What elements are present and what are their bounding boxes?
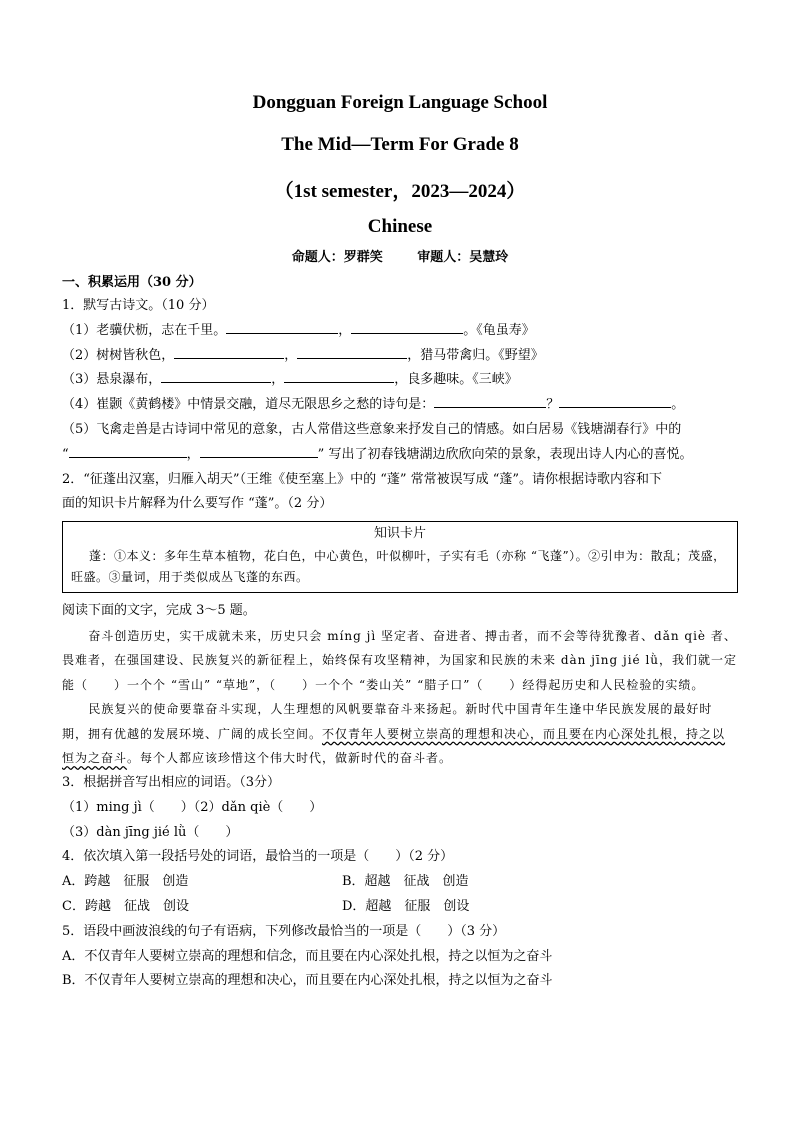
separator: ， [271,372,285,388]
answer-blank[interactable] [226,319,338,334]
q1-item-4 [62,393,738,418]
wavy-underlined-sentence: 不仅青年人要树立崇高的理想和决心，而且要在内心深处扎根，持之以恒为之奋斗 [62,726,726,766]
answer-blank[interactable] [559,393,671,408]
answer-blank[interactable] [351,319,463,334]
q1-item-2-text: （2）树树皆秋色， [62,347,175,363]
paragraph-2-tail: 。每个人都应该珍惜这个伟大时代，做新时代的奋斗者。 [127,751,453,766]
section-1-heading: 一、积累运用（30 分） [62,275,202,290]
semester-line: （1st semester，2023—2024） [274,181,526,202]
q4-option-b[interactable]: B．超越 征战 创造 [342,874,469,890]
exam-title: The Mid—Term For Grade 8 [281,134,519,155]
q1-item-1-text: （1）老骥伏枥，志在千里。 [62,322,227,338]
q1-item-5-line-1: （5）飞禽走兽是古诗词中常见的意象，古人常借这些意象来抒发自己的情感。如白居易《钱塘湖春行》中的 [62,421,682,437]
answer-blank[interactable] [69,443,187,458]
q1-item-1-source: 。《龟虽寿》 [463,322,535,338]
q4-options-row-2 [62,895,738,920]
knowledge-card-title: 知识卡片 [373,526,426,542]
answer-blank[interactable] [161,368,271,383]
authors-line [62,246,738,272]
q2-line-1: 2．“征蓬出汉塞，归雁入胡天”（王维《使至塞上》中的 “蓬” 常常被误写成 “蓬”。请你根据诗歌内容和下 [62,471,663,487]
reviewer-label: 审题人：吴慧玲 [417,250,509,265]
separator: ， [338,322,352,338]
q4-option-d[interactable]: D．超越 征服 创设 [342,898,470,914]
answer-blank[interactable] [174,344,284,359]
reading-intro: 阅读下面的文字，完成 3～5 题。 [62,603,256,619]
answer-blank[interactable] [297,344,407,359]
q1-item-3-text: （3）悬泉瀑布， [62,372,162,388]
quote-open: “ [62,446,69,462]
q1-item-5-line-2 [62,443,738,468]
q5-option-b[interactable]: B．不仅青年人要树立崇高的理想和决心，而且要在内心深处扎根，持之以恒为之奋斗 [62,973,553,989]
separator: 。 [671,397,685,413]
q1-item-3 [62,368,738,393]
q4-option-a[interactable]: A．跨越 征服 创造 [62,874,189,890]
q1-item-3-source: ，良多趣味。《三峡》 [394,372,518,388]
q3-stem: 3．根据拼音写出相应的词语。（3分） [62,774,281,790]
q2-line-2: 面的知识卡片解释为什么要写作 “蓬”。（2 分） [62,496,333,512]
knowledge-card-body: 蓬：①本义：多年生草本植物，花白色，中心黄色，叶似柳叶，子实有毛（亦称 “飞蓬”）。②引申为：散乱；茂盛，旺盛。③量词，用于类似成丛飞蓬的东西。 [71,549,726,585]
answer-blank[interactable] [284,368,394,383]
school-name: Dongguan Foreign Language School [252,92,548,113]
q3-row-2: （3）dàn jīng jié lǜ（ ） [62,824,239,840]
separator: ， [186,446,200,462]
separator: ？ [546,397,560,413]
reading-paragraph-1: 奋斗创造历史，实干成就未来，历史只会 míng jì 坚定者、奋进者、搏击者，而不会等待犹豫者、dǎn qiè 者、畏难者，在强国建设、民族复兴的新征程上，始终保有攻坚精神，为国家和民族的未来 dàn jīng jié lǜ，我们就一定能（ ）一个个 “雪山” “草地”，（ ）一个个 “娄山关” “腊子口”（ ）经得起历史和人民检验的实绩。 [62,628,738,692]
q5-stem: 5．语段中画波浪线的句子有语病，下列修改最恰当的一项是（ ）（3 分） [62,923,506,939]
q4-stem: 4．依次填入第一段括号处的词语，最恰当的一项是（ ）（2 分） [62,849,454,865]
knowledge-card [62,521,738,593]
q1-item-1 [62,319,738,344]
q5-option-a[interactable]: A．不仅青年人要树立崇高的理想和信念，而且要在内心深处扎根，持之以恒为之奋斗 [62,948,553,964]
q1-item-2 [62,344,738,369]
answer-blank[interactable] [434,393,546,408]
q1-item-2-source: ，猎马带禽归。《野望》 [407,347,544,363]
q4-option-c[interactable]: C．跨越 征战 创设 [62,898,189,914]
q1-stem: 1．默写古诗文。（10 分） [62,298,215,313]
answer-blank[interactable] [200,443,318,458]
paragraph-2-text: 民族复兴的使命要靠奋斗实现，人生理想的风帆要靠奋斗来扬起。新时代中国青年生逢中华民族发展的最好时期，拥有优越的发展环境、广阔的成长空间。 [62,702,713,741]
subject-title: Chinese [367,216,433,237]
setter-label: 命题人：罗群笑 [291,250,383,265]
q1-item-5-tail: ” 写出了初春钱塘湖边欣欣向荣的景象，表现出诗人内心的喜悦。 [317,446,693,462]
q1-item-4-text: （4）崔颢《黄鹤楼》中情景交融，道尽无限思乡之愁的诗句是： [62,397,435,413]
exam-page [62,92,738,994]
q3-row-1: （1）ming jì（ ）（2）dǎn qiè（ ） [62,799,323,815]
reading-paragraph-2 [62,697,738,771]
q4-options-row-1 [62,870,738,895]
separator: ， [284,347,298,363]
